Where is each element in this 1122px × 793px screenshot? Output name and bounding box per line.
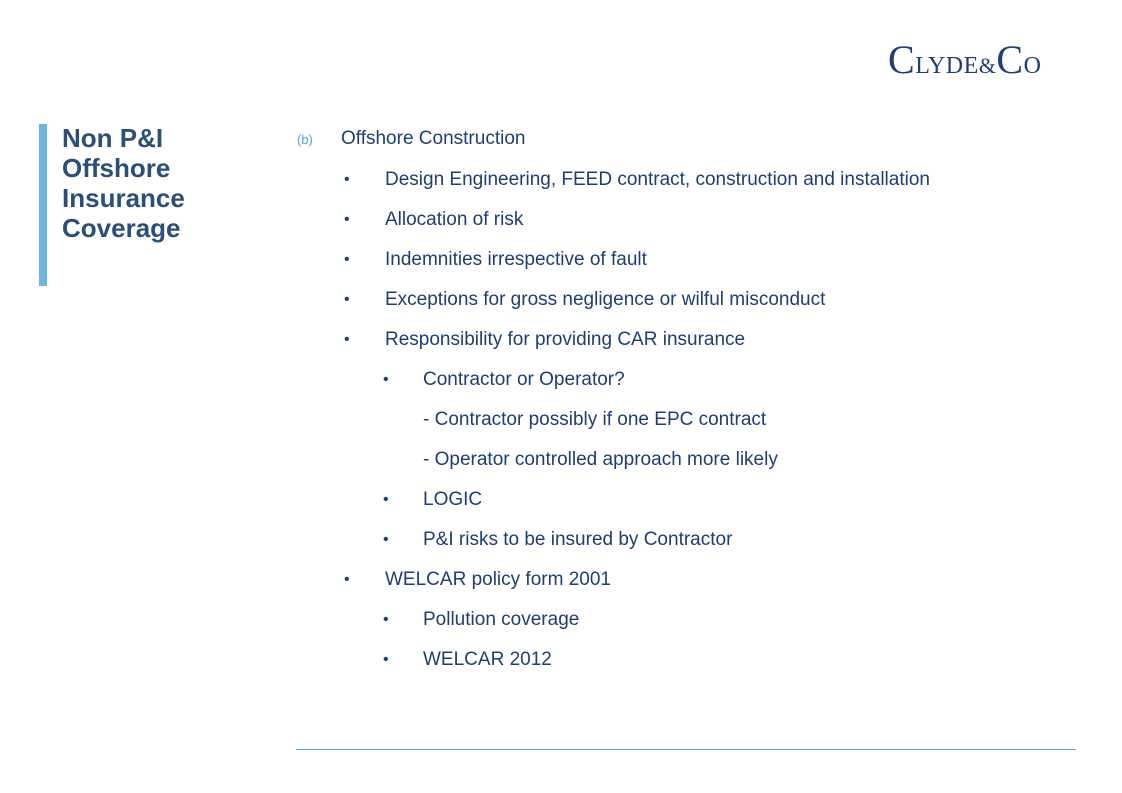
bullet-icon: • (344, 291, 350, 308)
list-item-text: Indemnities irrespective of fault (385, 249, 647, 270)
bullet-icon: • (383, 611, 389, 628)
list-item (297, 288, 1077, 312)
list-item-text: LOGIC (423, 489, 483, 510)
list-item-text: Exceptions for gross negligence or wilful misconduct (385, 289, 826, 310)
list-item-text: - Contractor possibly if one EPC contract (423, 409, 767, 430)
logo-letters-lyde: LYDE (915, 53, 979, 79)
bullet-icon: • (344, 571, 350, 588)
section-marker: (b) (297, 132, 313, 147)
bullet-icon: • (383, 491, 389, 508)
bullet-icon: • (383, 651, 389, 668)
list-item-text: Design Engineering, FEED contract, construction and installation (385, 169, 930, 190)
list-item-text: Pollution coverage (423, 609, 580, 630)
bullet-icon: • (383, 531, 389, 548)
list-item (297, 168, 1045, 192)
slide-title: Non P&I Offshore Insurance Coverage (62, 123, 185, 243)
bullet-icon: • (344, 331, 350, 348)
list-item (297, 448, 1077, 472)
list-item-text: WELCAR 2012 (423, 649, 552, 670)
slide-content (297, 127, 1077, 672)
bullet-list (297, 168, 1077, 672)
list-item-text: P&I risks to be insured by Contractor (423, 529, 733, 550)
list-item (297, 248, 1077, 272)
list-item (297, 488, 1077, 512)
logo-ampersand: & (978, 53, 997, 78)
list-item-text: WELCAR policy form 2001 (385, 569, 611, 590)
list-item (297, 608, 1077, 632)
list-item (297, 408, 1077, 432)
logo-letter-o: O (1023, 53, 1042, 79)
footer-divider (296, 749, 1076, 750)
list-item-text: - Operator controlled approach more likely (423, 449, 778, 470)
list-item (297, 368, 1077, 392)
list-item (297, 328, 1077, 352)
list-item (297, 208, 1077, 232)
clyde-co-logo (888, 37, 1042, 82)
list-item-text: Allocation of risk (385, 209, 524, 230)
logo-letter-c: C (888, 37, 916, 82)
bullet-icon: • (383, 371, 389, 388)
list-item-text: Responsibility for providing CAR insurance (385, 329, 746, 350)
bullet-icon: • (344, 251, 350, 268)
bullet-icon: • (344, 211, 350, 228)
list-item (297, 648, 1077, 672)
logo-letter-c2: C (996, 37, 1024, 82)
bullet-icon: • (344, 171, 350, 188)
list-item-text: Contractor or Operator? (423, 369, 625, 390)
section-heading-text: Offshore Construction (341, 128, 526, 149)
list-item (297, 568, 1077, 592)
list-item (297, 528, 1077, 552)
title-accent-bar (39, 124, 47, 286)
section-heading (297, 127, 1077, 152)
